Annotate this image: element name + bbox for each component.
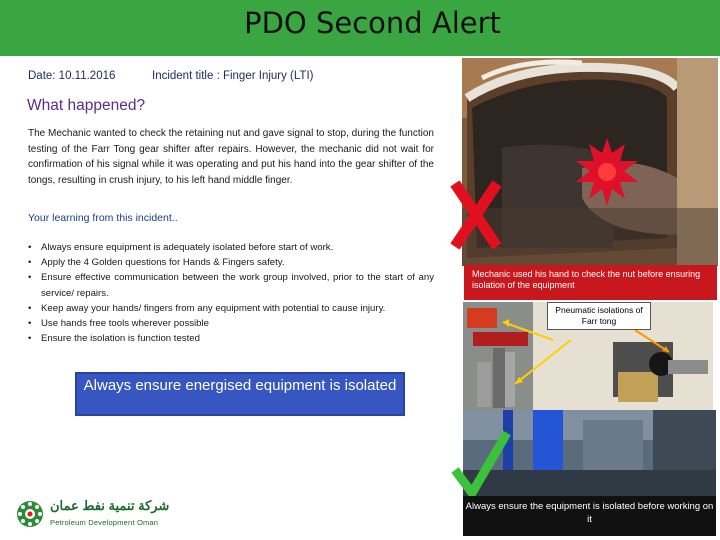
learning-heading: Your learning from this incident.. (28, 212, 178, 224)
isolation-banner: Always ensure energised equipment is isolated (75, 372, 405, 416)
learning-item: • Use hands free tools wherever possible (28, 316, 434, 331)
incident-title: Incident title : Finger Injury (LTI) (152, 70, 314, 82)
learning-item: • Ensure the isolation is function tested (28, 331, 434, 346)
red-x-icon (446, 180, 506, 250)
bottom-photo-caption: Always ensure the equipment is isolated before working on it (463, 496, 716, 536)
learning-item: • Always ensure equipment is adequately isolated before start of work. (28, 240, 434, 255)
learning-item: • Ensure effective communication between the work group involved, prior to the start of any service/ repairs. (28, 270, 434, 300)
learning-item: • Apply the 4 Golden questions for Hands & Fingers safety. (28, 255, 434, 270)
learning-item: • Keep away your hands/ fingers from any equipment with potential to cause injury. (28, 301, 434, 316)
what-happened-heading: What happened? (27, 97, 146, 114)
logo-arabic-text: شركة تنمية نفط عمان (50, 498, 170, 513)
page-title: PDO Second Alert (244, 6, 501, 40)
learning-list (28, 240, 434, 346)
pdo-logo-mark-icon (17, 501, 43, 527)
what-happened-text: The Mechanic wanted to check the retaining nut and gave signal to stop, during the function testing of the Farr Tong gear shifter after repairs. However, the mechanic did not wait for confirmation of his signal while it was operating and put his hand into the gear shifter of the tongs, resulting in crush injury, to his left hand middle finger. (28, 128, 434, 186)
incident-date: Date: 10.11.2016 (28, 70, 116, 82)
top-photo-caption: Mechanic used his hand to check the nut before ensuring isolation of the equipment (464, 265, 717, 300)
pneumatic-isolations-label: Pneumatic isolations of Farr tong (547, 302, 651, 330)
green-checkmark-icon (445, 425, 515, 505)
logo-english-text: Petroleum Development Oman (50, 518, 159, 527)
